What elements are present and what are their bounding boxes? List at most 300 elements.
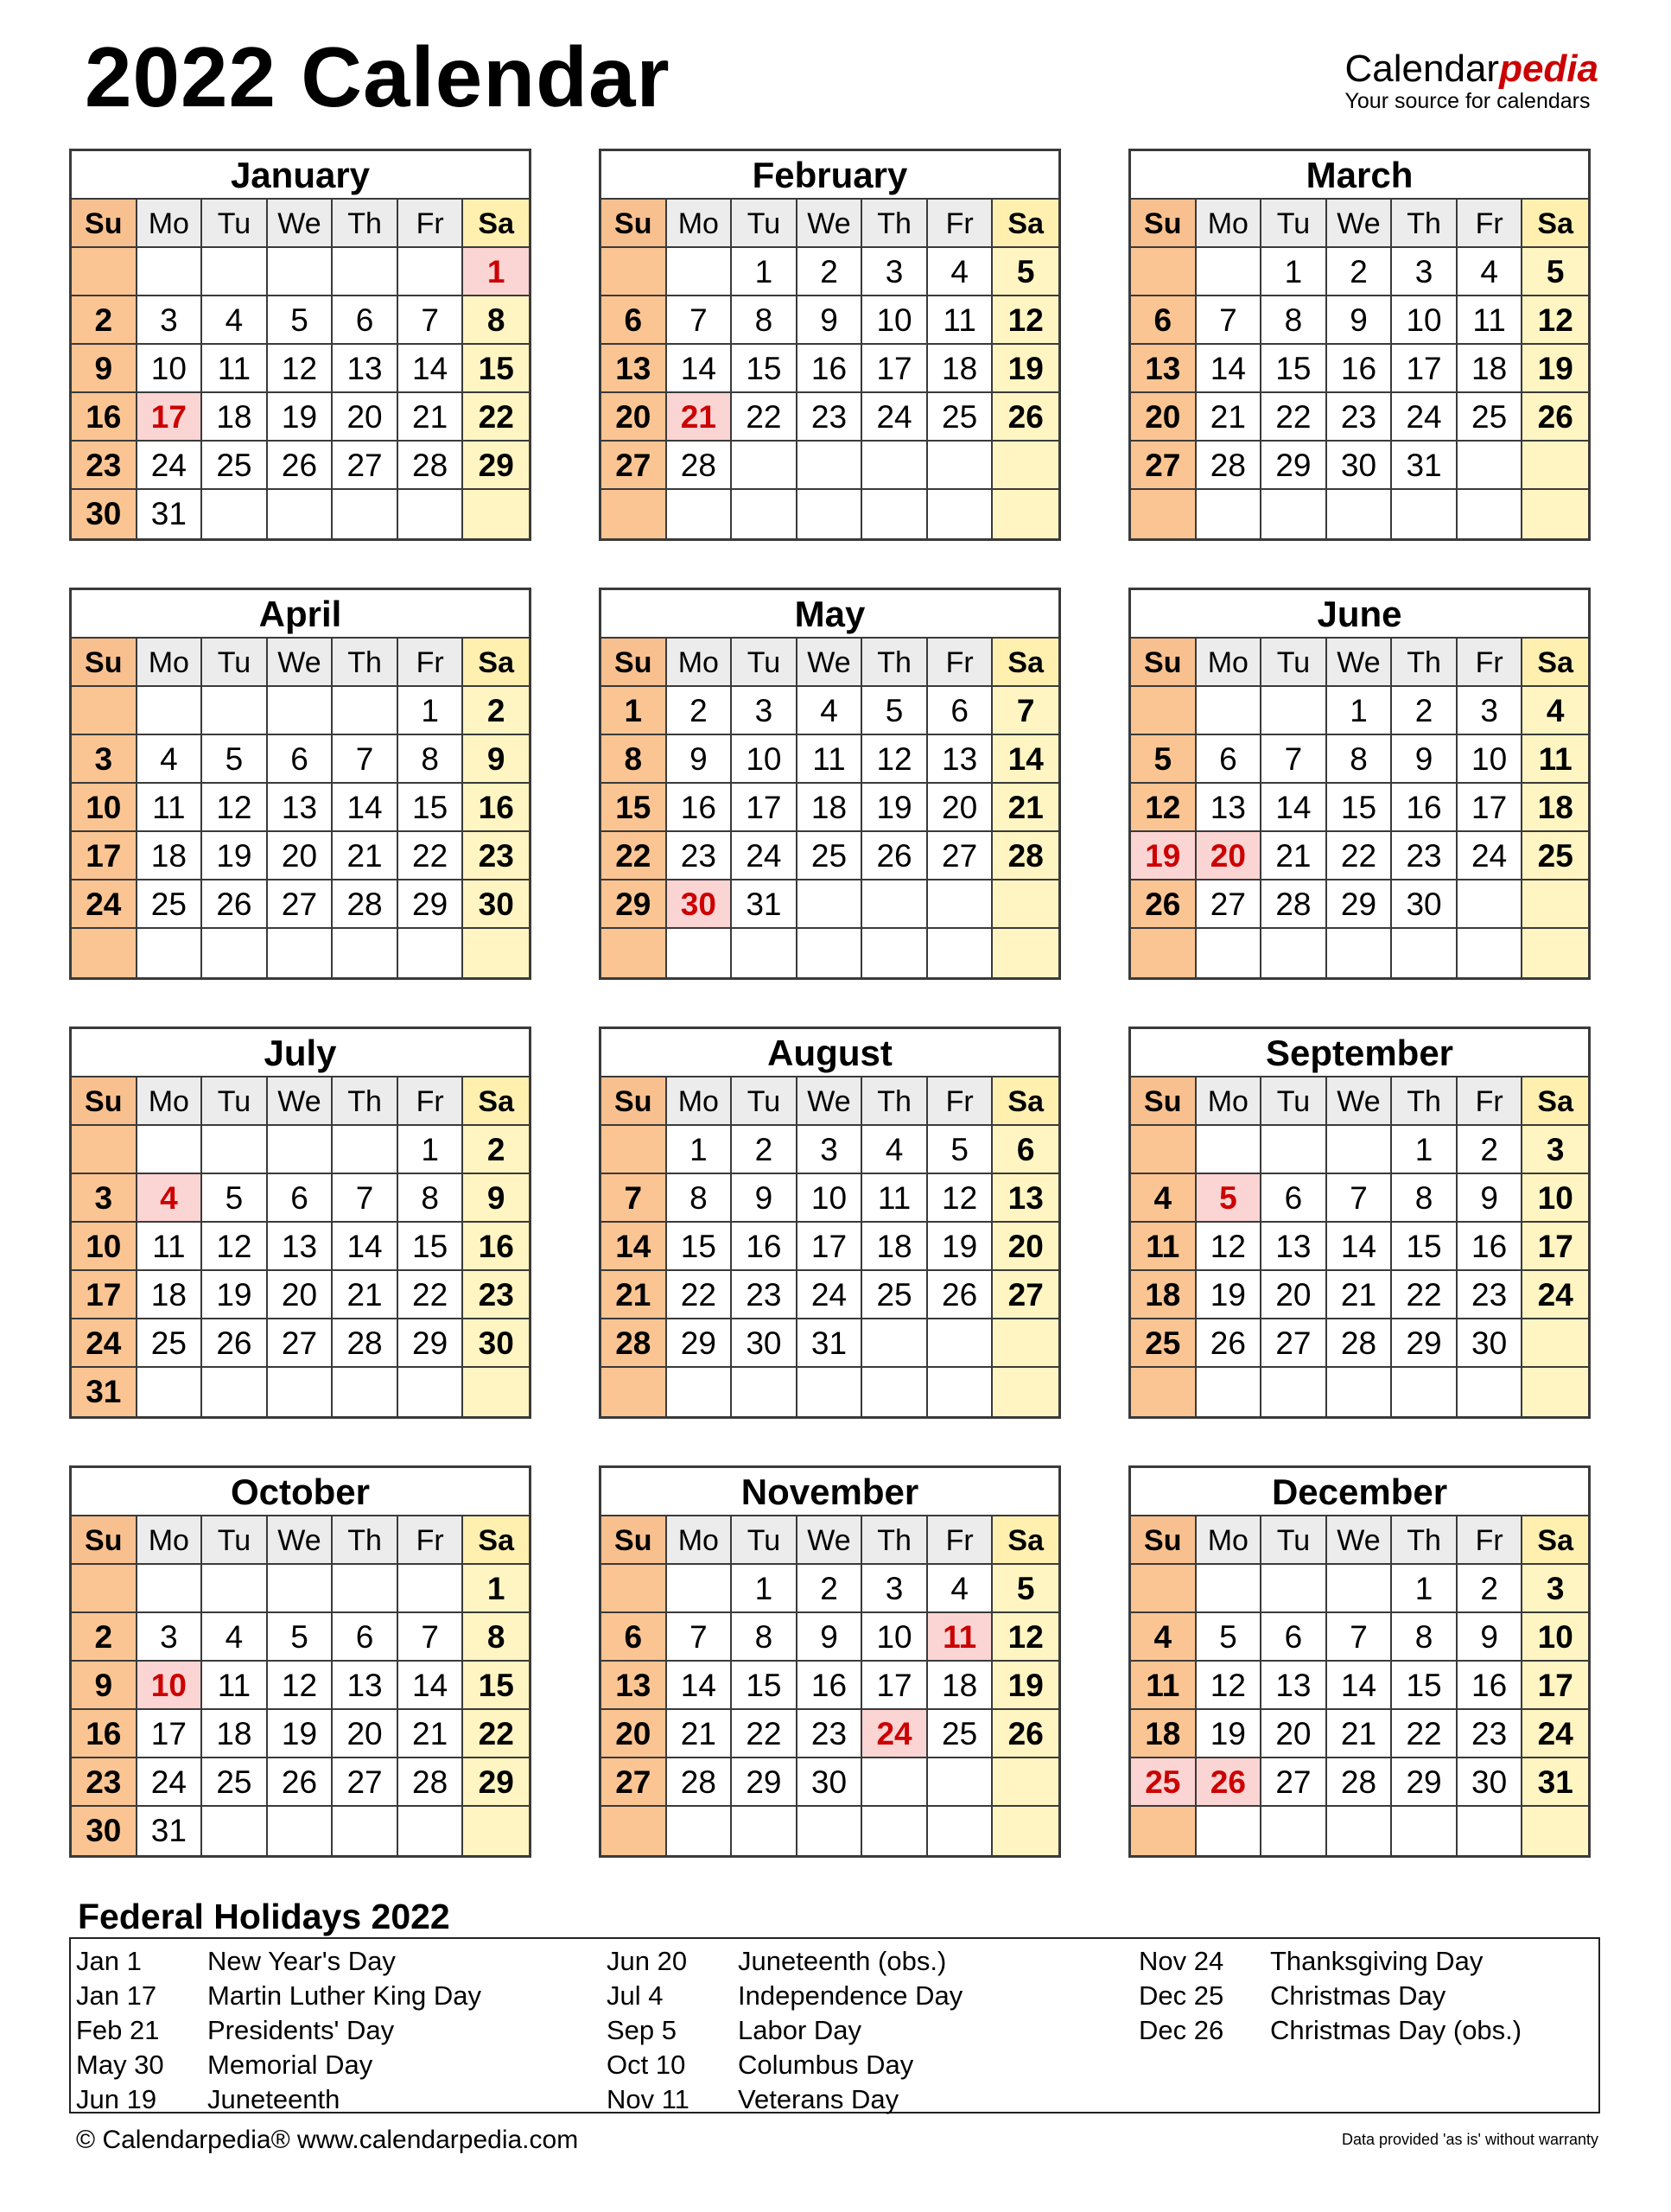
weekday-header: Mo <box>137 1077 203 1126</box>
copyright-footer: © Calendarpedia® www.calendarpedia.com <box>76 2126 579 2154</box>
weekday-header: Th <box>862 639 928 687</box>
day-cell: 27 <box>601 442 667 490</box>
day-cell: 12 <box>1197 1223 1262 1271</box>
weekday-header: Fr <box>398 639 464 687</box>
day-cell: 11 <box>862 1174 928 1223</box>
empty-cell <box>1392 1368 1458 1416</box>
day-cell: 2 <box>667 687 733 735</box>
day-cell: 24 <box>1522 1271 1588 1319</box>
empty-cell <box>928 1319 994 1368</box>
month-grid <box>72 1077 529 1416</box>
day-cell: 7 <box>333 1174 398 1223</box>
day-cell: 7 <box>993 687 1058 735</box>
holiday-row <box>607 2013 1125 2048</box>
day-cell: 23 <box>72 442 137 490</box>
day-cell: 14 <box>601 1223 667 1271</box>
day-cell: 28 <box>333 880 398 929</box>
day-cell: 23 <box>667 832 733 880</box>
empty-cell <box>333 248 398 296</box>
day-cell: 13 <box>993 1174 1058 1223</box>
day-cell: 8 <box>1392 1613 1458 1662</box>
empty-cell <box>137 248 203 296</box>
empty-cell <box>1131 1126 1197 1174</box>
empty-cell <box>463 929 529 977</box>
day-cell: 7 <box>667 1613 733 1662</box>
day-cell: 8 <box>732 296 797 345</box>
weekday-header: Tu <box>1261 200 1327 248</box>
month-title: October <box>72 1468 529 1516</box>
weekday-header: Su <box>601 1077 667 1126</box>
day-cell: 15 <box>398 784 464 832</box>
empty-cell <box>1327 1368 1393 1416</box>
day-cell: 21 <box>601 1271 667 1319</box>
day-cell: 15 <box>1327 784 1393 832</box>
empty-cell <box>1392 490 1458 538</box>
day-cell: 2 <box>797 1565 863 1613</box>
day-cell: 27 <box>993 1271 1058 1319</box>
day-cell: 11 <box>137 784 203 832</box>
weekday-header: Mo <box>667 1077 733 1126</box>
holiday-day-cell: 20 <box>1197 832 1262 880</box>
day-cell: 31 <box>797 1319 863 1368</box>
empty-cell <box>1197 1368 1262 1416</box>
day-cell: 3 <box>72 1174 137 1223</box>
day-cell: 17 <box>732 784 797 832</box>
day-cell: 21 <box>333 832 398 880</box>
holiday-day-cell: 10 <box>137 1662 203 1710</box>
day-cell: 26 <box>928 1271 994 1319</box>
weekday-header: Tu <box>732 1077 797 1126</box>
empty-cell <box>1131 1565 1197 1613</box>
day-cell: 16 <box>667 784 733 832</box>
empty-cell <box>601 1807 667 1855</box>
holiday-row <box>607 1979 1125 2013</box>
empty-cell <box>333 929 398 977</box>
day-cell: 25 <box>1458 393 1523 442</box>
month-april <box>69 588 531 980</box>
day-cell: 12 <box>202 784 268 832</box>
day-cell: 6 <box>601 1613 667 1662</box>
day-cell: 12 <box>1522 296 1588 345</box>
day-cell: 5 <box>202 1174 268 1223</box>
day-cell: 4 <box>928 1565 994 1613</box>
empty-cell <box>202 687 268 735</box>
day-cell: 28 <box>667 1758 733 1807</box>
day-cell: 2 <box>1327 248 1393 296</box>
month-august <box>599 1027 1061 1419</box>
empty-cell <box>1522 1319 1588 1368</box>
empty-cell <box>993 1368 1058 1416</box>
empty-cell <box>1522 1368 1588 1416</box>
day-cell: 21 <box>398 393 464 442</box>
day-cell: 5 <box>928 1126 994 1174</box>
empty-cell <box>398 248 464 296</box>
weekday-header: We <box>1327 1077 1393 1126</box>
holiday-day-cell: 30 <box>667 880 733 929</box>
month-september <box>1128 1027 1591 1419</box>
empty-cell <box>1522 1807 1588 1855</box>
holiday-date: Jun 19 <box>76 2084 157 2114</box>
day-cell: 10 <box>862 296 928 345</box>
empty-cell <box>202 929 268 977</box>
day-cell: 3 <box>1392 248 1458 296</box>
empty-cell <box>667 490 733 538</box>
holiday-date: Dec 26 <box>1139 2015 1224 2045</box>
weekday-header: Tu <box>1261 639 1327 687</box>
month-grid <box>1131 1077 1588 1416</box>
day-cell: 17 <box>1522 1662 1588 1710</box>
weekday-header: We <box>797 1516 863 1565</box>
brand-name: Calendarpedia <box>1344 48 1598 90</box>
holiday-column <box>607 1944 1125 2117</box>
day-cell: 18 <box>862 1223 928 1271</box>
day-cell: 21 <box>333 1271 398 1319</box>
holiday-row <box>607 1944 1125 1979</box>
weekday-header: We <box>1327 200 1393 248</box>
empty-cell <box>1327 1565 1393 1613</box>
empty-cell <box>1327 1807 1393 1855</box>
day-cell: 16 <box>797 345 863 393</box>
holiday-day-cell: 19 <box>1131 832 1197 880</box>
empty-cell <box>862 1807 928 1855</box>
day-cell: 14 <box>1197 345 1262 393</box>
day-cell: 9 <box>463 735 529 784</box>
empty-cell <box>1522 929 1588 977</box>
holiday-row <box>1139 2013 1657 2048</box>
day-cell: 24 <box>72 880 137 929</box>
day-cell: 25 <box>1131 1319 1197 1368</box>
day-cell: 23 <box>463 832 529 880</box>
day-cell: 24 <box>1458 832 1523 880</box>
day-cell: 3 <box>137 296 203 345</box>
day-cell: 19 <box>993 345 1058 393</box>
day-cell: 26 <box>202 880 268 929</box>
empty-cell <box>333 490 398 538</box>
weekday-header: Su <box>72 639 137 687</box>
empty-cell <box>928 490 994 538</box>
empty-cell <box>1261 1565 1327 1613</box>
day-cell: 10 <box>137 345 203 393</box>
day-cell: 24 <box>797 1271 863 1319</box>
day-cell: 13 <box>1197 784 1262 832</box>
day-cell: 10 <box>862 1613 928 1662</box>
day-cell: 7 <box>1261 735 1327 784</box>
day-cell: 9 <box>1458 1613 1523 1662</box>
empty-cell <box>862 1758 928 1807</box>
day-cell: 13 <box>333 345 398 393</box>
day-cell: 8 <box>732 1613 797 1662</box>
day-cell: 11 <box>137 1223 203 1271</box>
weekday-header: Su <box>1131 200 1197 248</box>
day-cell: 19 <box>1197 1271 1262 1319</box>
day-cell: 3 <box>1522 1126 1588 1174</box>
day-cell: 12 <box>993 296 1058 345</box>
day-cell: 27 <box>268 880 334 929</box>
day-cell: 1 <box>463 1565 529 1613</box>
day-cell: 7 <box>667 296 733 345</box>
day-cell: 14 <box>333 784 398 832</box>
day-cell: 12 <box>993 1613 1058 1662</box>
empty-cell <box>268 248 334 296</box>
day-cell: 26 <box>1197 1319 1262 1368</box>
empty-cell <box>1261 1126 1327 1174</box>
holiday-day-cell: 17 <box>137 393 203 442</box>
empty-cell <box>1131 1368 1197 1416</box>
weekday-header: Sa <box>463 639 529 687</box>
day-cell: 16 <box>732 1223 797 1271</box>
day-cell: 31 <box>732 880 797 929</box>
day-cell: 7 <box>1327 1613 1393 1662</box>
weekday-header: Tu <box>732 1516 797 1565</box>
day-cell: 29 <box>463 1758 529 1807</box>
empty-cell <box>862 880 928 929</box>
day-cell: 6 <box>1131 296 1197 345</box>
holiday-name: Martin Luther King Day <box>207 1980 482 2011</box>
day-cell: 30 <box>797 1758 863 1807</box>
day-cell: 27 <box>333 442 398 490</box>
empty-cell <box>463 490 529 538</box>
day-cell: 5 <box>1522 248 1588 296</box>
day-cell: 26 <box>268 1758 334 1807</box>
weekday-header: Fr <box>928 1077 994 1126</box>
day-cell: 25 <box>797 832 863 880</box>
day-cell: 4 <box>797 687 863 735</box>
empty-cell <box>1261 490 1327 538</box>
month-title: May <box>601 590 1058 639</box>
empty-cell <box>862 1368 928 1416</box>
day-cell: 4 <box>1131 1613 1197 1662</box>
empty-cell <box>928 1368 994 1416</box>
day-cell: 12 <box>862 735 928 784</box>
day-cell: 28 <box>667 442 733 490</box>
day-cell: 8 <box>463 296 529 345</box>
day-cell: 8 <box>398 1174 464 1223</box>
day-cell: 18 <box>137 1271 203 1319</box>
day-cell: 30 <box>1392 880 1458 929</box>
weekday-header: Sa <box>1522 1516 1588 1565</box>
day-cell: 3 <box>137 1613 203 1662</box>
empty-cell <box>862 929 928 977</box>
day-cell: 18 <box>1131 1710 1197 1758</box>
day-cell: 9 <box>72 345 137 393</box>
empty-cell <box>202 1807 268 1855</box>
month-grid <box>72 639 529 977</box>
day-cell: 25 <box>862 1271 928 1319</box>
empty-cell <box>1522 442 1588 490</box>
day-cell: 12 <box>928 1174 994 1223</box>
holiday-column <box>1139 1944 1657 2048</box>
empty-cell <box>333 1368 398 1416</box>
empty-cell <box>667 1368 733 1416</box>
month-title: April <box>72 590 529 639</box>
day-cell: 25 <box>1522 832 1588 880</box>
day-cell: 4 <box>202 1613 268 1662</box>
empty-cell <box>732 929 797 977</box>
month-grid <box>72 1516 529 1855</box>
day-cell: 19 <box>268 1710 334 1758</box>
day-cell: 30 <box>1327 442 1393 490</box>
empty-cell <box>993 1807 1058 1855</box>
weekday-header: Fr <box>1458 1077 1523 1126</box>
weekday-header: Fr <box>1458 1516 1523 1565</box>
weekday-header: Mo <box>1197 1516 1262 1565</box>
empty-cell <box>1458 442 1523 490</box>
day-cell: 6 <box>333 1613 398 1662</box>
day-cell: 11 <box>1458 296 1523 345</box>
day-cell: 1 <box>398 1126 464 1174</box>
day-cell: 28 <box>333 1319 398 1368</box>
weekday-header: We <box>268 1516 334 1565</box>
day-cell: 9 <box>797 1613 863 1662</box>
empty-cell <box>1131 1807 1197 1855</box>
weekday-header: Mo <box>667 200 733 248</box>
weekday-header: Mo <box>1197 639 1262 687</box>
day-cell: 7 <box>398 296 464 345</box>
day-cell: 14 <box>1327 1223 1393 1271</box>
month-title: January <box>72 151 529 200</box>
holiday-day-cell: 25 <box>1131 1758 1197 1807</box>
day-cell: 6 <box>601 296 667 345</box>
day-cell: 20 <box>333 393 398 442</box>
empty-cell <box>202 1368 268 1416</box>
weekday-header: Tu <box>202 1077 268 1126</box>
empty-cell <box>333 1565 398 1613</box>
day-cell: 4 <box>862 1126 928 1174</box>
day-cell: 15 <box>1261 345 1327 393</box>
day-cell: 7 <box>1197 296 1262 345</box>
day-cell: 19 <box>202 832 268 880</box>
holiday-name: Memorial Day <box>207 2050 373 2080</box>
day-cell: 27 <box>601 1758 667 1807</box>
day-cell: 8 <box>463 1613 529 1662</box>
month-july <box>69 1027 531 1419</box>
day-cell: 2 <box>72 296 137 345</box>
day-cell: 12 <box>268 345 334 393</box>
day-cell: 11 <box>202 345 268 393</box>
weekday-header: Sa <box>993 1516 1058 1565</box>
empty-cell <box>1392 1807 1458 1855</box>
day-cell: 10 <box>72 784 137 832</box>
holiday-date: Dec 25 <box>1139 1980 1224 2011</box>
weekday-header: We <box>1327 1516 1393 1565</box>
holiday-name: New Year's Day <box>207 1946 396 1976</box>
holiday-day-cell: 21 <box>667 393 733 442</box>
day-cell: 12 <box>268 1662 334 1710</box>
day-cell: 16 <box>1392 784 1458 832</box>
day-cell: 21 <box>1261 832 1327 880</box>
day-cell: 3 <box>1522 1565 1588 1613</box>
holiday-day-cell: 5 <box>1197 1174 1262 1223</box>
disclaimer-footer: Data provided 'as is' without warranty <box>1341 2131 1598 2148</box>
day-cell: 18 <box>202 393 268 442</box>
day-cell: 13 <box>928 735 994 784</box>
day-cell: 25 <box>202 1758 268 1807</box>
weekday-header: Fr <box>398 200 464 248</box>
empty-cell <box>398 1565 464 1613</box>
empty-cell <box>72 248 137 296</box>
day-cell: 7 <box>1327 1174 1393 1223</box>
day-cell: 12 <box>1197 1662 1262 1710</box>
day-cell: 17 <box>1522 1223 1588 1271</box>
day-cell: 22 <box>601 832 667 880</box>
holiday-date: Feb 21 <box>76 2015 160 2045</box>
day-cell: 20 <box>1261 1710 1327 1758</box>
day-cell: 3 <box>862 248 928 296</box>
day-cell: 11 <box>1131 1223 1197 1271</box>
day-cell: 15 <box>463 1662 529 1710</box>
weekday-header: Th <box>862 1516 928 1565</box>
empty-cell <box>601 490 667 538</box>
day-cell: 1 <box>1392 1126 1458 1174</box>
month-grid <box>601 639 1058 977</box>
empty-cell <box>601 929 667 977</box>
day-cell: 9 <box>1458 1174 1523 1223</box>
day-cell: 26 <box>993 393 1058 442</box>
day-cell: 16 <box>1327 345 1393 393</box>
holiday-date: Sep 5 <box>607 2015 677 2045</box>
weekday-header: Th <box>333 1077 398 1126</box>
day-cell: 25 <box>928 393 994 442</box>
day-cell: 18 <box>1458 345 1523 393</box>
holiday-date: Jul 4 <box>607 1980 664 2011</box>
day-cell: 26 <box>1522 393 1588 442</box>
day-cell: 15 <box>732 345 797 393</box>
day-cell: 29 <box>463 442 529 490</box>
day-cell: 23 <box>797 393 863 442</box>
day-cell: 30 <box>72 490 137 538</box>
day-cell: 18 <box>928 1662 994 1710</box>
day-cell: 9 <box>797 296 863 345</box>
day-cell: 10 <box>732 735 797 784</box>
day-cell: 2 <box>463 687 529 735</box>
weekday-header: Mo <box>137 639 203 687</box>
day-cell: 10 <box>1522 1174 1588 1223</box>
day-cell: 1 <box>732 248 797 296</box>
empty-cell <box>137 1368 203 1416</box>
empty-cell <box>398 1368 464 1416</box>
weekday-header: Sa <box>993 639 1058 687</box>
holiday-row <box>607 2048 1125 2082</box>
empty-cell <box>1392 929 1458 977</box>
month-grid <box>601 200 1058 538</box>
day-cell: 4 <box>1522 687 1588 735</box>
empty-cell <box>72 929 137 977</box>
weekday-header: Tu <box>732 200 797 248</box>
month-february <box>599 149 1061 541</box>
holiday-date: May 30 <box>76 2050 164 2080</box>
day-cell: 23 <box>1458 1271 1523 1319</box>
weekday-header: We <box>797 639 863 687</box>
month-grid <box>72 200 529 538</box>
weekday-header: Tu <box>202 1516 268 1565</box>
weekday-header: Fr <box>398 1077 464 1126</box>
empty-cell <box>797 880 863 929</box>
day-cell: 30 <box>463 880 529 929</box>
empty-cell <box>993 490 1058 538</box>
day-cell: 11 <box>202 1662 268 1710</box>
brand-tagline: Your source for calendars <box>1344 89 1591 113</box>
day-cell: 22 <box>1327 832 1393 880</box>
day-cell: 14 <box>398 345 464 393</box>
day-cell: 15 <box>732 1662 797 1710</box>
holiday-row <box>607 2082 1125 2117</box>
weekday-header: Fr <box>1458 639 1523 687</box>
holiday-row <box>1139 1979 1657 2013</box>
month-title: February <box>601 151 1058 200</box>
holidays-title: Federal Holidays 2022 <box>78 1897 450 1936</box>
day-cell: 11 <box>928 296 994 345</box>
empty-cell <box>268 929 334 977</box>
